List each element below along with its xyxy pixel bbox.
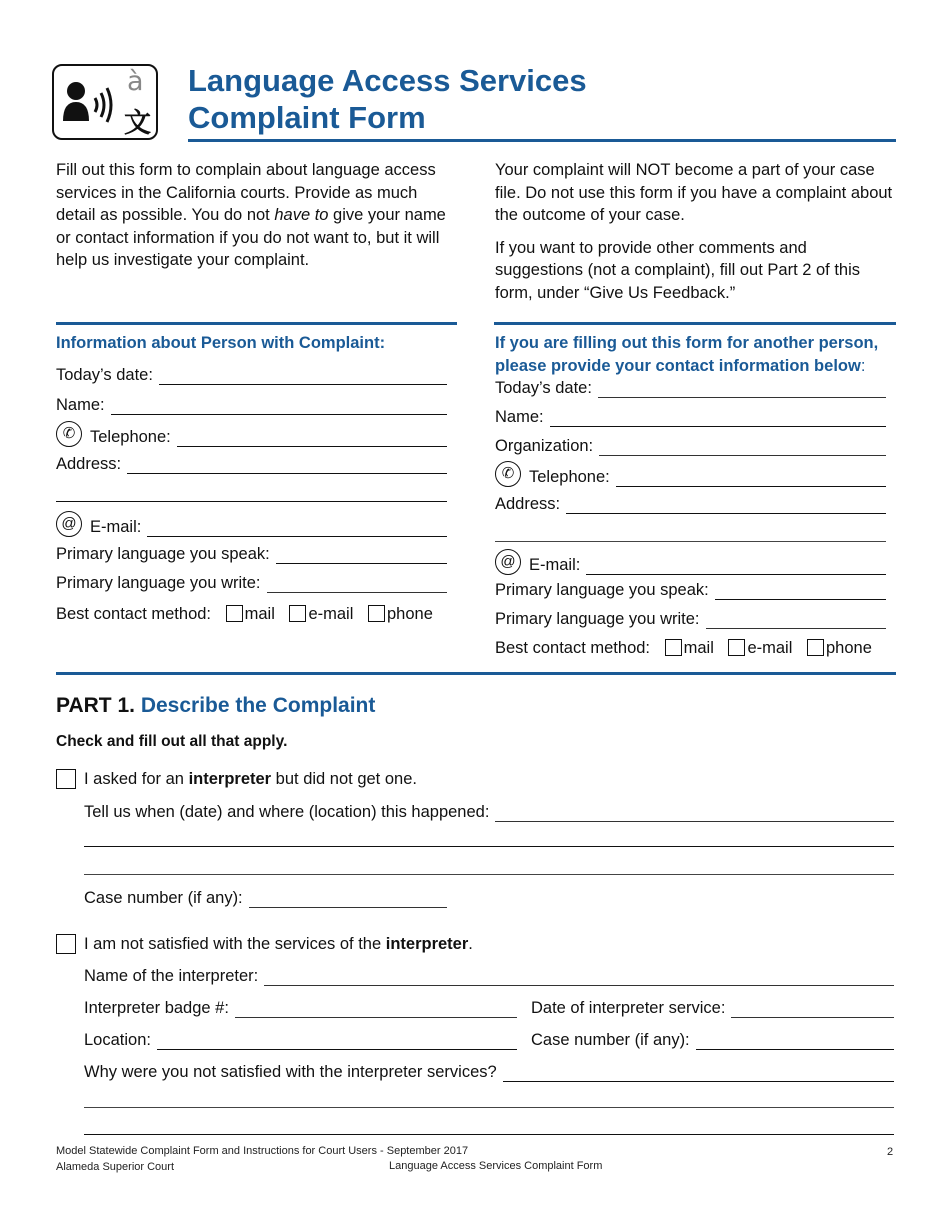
right-section-heading	[495, 332, 895, 378]
right-lang-speak-label: Primary language you speak:	[495, 581, 709, 599]
right-address-label: Address:	[495, 495, 561, 513]
right-address-line-2[interactable]	[495, 541, 886, 542]
item1-case-field[interactable]	[84, 888, 447, 908]
at-sign-icon: @	[495, 549, 521, 575]
item1-when-label: Tell us when (date) and where (location) this happened:	[84, 803, 490, 821]
left-email-field[interactable]	[56, 511, 447, 537]
right-heading-colon: :	[860, 357, 866, 375]
right-lang-write-label: Primary language you write:	[495, 610, 700, 628]
item2-case-label: Case number (if any):	[531, 1031, 690, 1049]
right-section-rule	[494, 322, 896, 325]
why-line-3[interactable]	[84, 1134, 894, 1135]
left-telephone-field[interactable]	[56, 421, 447, 447]
right-date-label: Today’s date:	[495, 379, 592, 397]
left-phone-checkbox[interactable]	[368, 605, 385, 622]
item1-text: I asked for an interpreter but did not get one.	[84, 769, 417, 788]
right-name-field[interactable]	[495, 407, 886, 427]
page-number: 2	[887, 1146, 894, 1158]
right-name-label: Name:	[495, 408, 544, 426]
right-mail-label: mail	[683, 639, 714, 657]
left-lang-speak-label: Primary language you speak:	[56, 545, 270, 563]
right-organization-field[interactable]	[495, 436, 886, 456]
left-lang-speak-field[interactable]	[56, 544, 447, 564]
badge-label: Interpreter badge #:	[84, 999, 229, 1017]
part1-title: Describe the Complaint	[140, 694, 376, 717]
item2-text: I am not satisfied with the services of the interpreter.	[84, 934, 473, 953]
right-date-field[interactable]	[495, 378, 886, 398]
left-email-label: E-mail:	[90, 518, 142, 536]
intro-left	[56, 159, 451, 272]
cjk-glyph: 文	[124, 108, 151, 139]
right-lang-speak-field[interactable]	[495, 580, 886, 600]
right-email-checkbox[interactable]	[728, 639, 745, 656]
intro-left-text-a: Fill out this form to complain about language access services in the California courts. Provide as much detail as possible. You do not	[56, 161, 436, 225]
left-address-field[interactable]	[56, 454, 447, 474]
intro-right	[495, 159, 895, 305]
right-email-field[interactable]	[495, 549, 886, 575]
item1-case-label: Case number (if any):	[84, 889, 243, 907]
intro-left-emphasis: have to	[274, 206, 329, 225]
left-section-rule	[56, 322, 457, 325]
item1-line-2[interactable]	[84, 846, 894, 847]
right-heading-line-2: please provide your contact information below	[495, 357, 861, 375]
left-address-line-2[interactable]	[56, 501, 447, 502]
item1-when-field[interactable]	[84, 802, 894, 822]
item1-line-3[interactable]	[84, 874, 894, 875]
right-phone-checkbox[interactable]	[807, 639, 824, 656]
right-address-field[interactable]	[495, 494, 886, 514]
right-telephone-field[interactable]	[495, 461, 886, 487]
location-label: Location:	[84, 1031, 151, 1049]
left-date-field[interactable]	[56, 365, 447, 385]
why-field[interactable]	[84, 1062, 894, 1082]
why-line-2[interactable]	[84, 1107, 894, 1108]
footer-line-2: Alameda Superior Court	[56, 1161, 175, 1173]
part1-top-rule	[56, 672, 896, 675]
left-contact-method	[56, 605, 433, 624]
item1-checkbox[interactable]	[56, 769, 76, 789]
intro-left-text-b: give your name or contact information if you do not want to, but it will help us investigate your complaint.	[56, 206, 446, 270]
left-telephone-label: Telephone:	[90, 428, 171, 446]
badge-field[interactable]	[84, 998, 517, 1018]
left-section-heading: Information about Person with Complaint:	[56, 334, 386, 352]
title-line-2: Complaint Form	[188, 100, 426, 135]
right-mail-checkbox[interactable]	[665, 639, 682, 656]
left-date-label: Today’s date:	[56, 366, 153, 384]
interpreter-name-field[interactable]	[84, 966, 894, 986]
at-sign-icon: @	[56, 511, 82, 537]
phone-icon: ✆	[56, 421, 82, 447]
item2	[56, 934, 473, 954]
part1-label: PART 1.	[56, 694, 135, 717]
left-mail-checkbox[interactable]	[226, 605, 243, 622]
accent-glyph: à	[127, 66, 144, 97]
page-title	[188, 62, 896, 142]
location-field[interactable]	[84, 1030, 517, 1050]
left-phone-label: phone	[387, 605, 433, 623]
left-name-label: Name:	[56, 396, 105, 414]
footer-line-1: Model Statewide Complaint Form and Instructions for Court Users - September 2017	[56, 1145, 469, 1157]
item2-checkbox[interactable]	[56, 934, 76, 954]
right-heading-line-1: If you are filling out this form for another person,	[495, 334, 879, 352]
left-address-label: Address:	[56, 455, 122, 473]
title-line-1: Language Access Services	[188, 63, 587, 98]
left-email-checkbox[interactable]	[289, 605, 306, 622]
phone-icon: ✆	[495, 461, 521, 487]
service-date-field[interactable]	[531, 998, 894, 1018]
intro-right-p2: If you want to provide other comments and suggestions (not a complaint), fill out Part 2 of this form, under “Give Us Feedback.”	[495, 238, 861, 302]
item1	[56, 769, 417, 789]
service-date-label: Date of interpreter service:	[531, 999, 726, 1017]
left-mail-label: mail	[244, 605, 275, 623]
interpreter-name-label: Name of the interpreter:	[84, 967, 259, 985]
language-access-logo	[52, 64, 158, 140]
right-contact-label: Best contact method:	[495, 639, 651, 657]
right-telephone-label: Telephone:	[529, 468, 610, 486]
right-contact-method	[495, 639, 872, 658]
left-contact-label: Best contact method:	[56, 605, 212, 623]
left-lang-write-field[interactable]	[56, 573, 447, 593]
item2-case-field[interactable]	[531, 1030, 894, 1050]
left-lang-write-label: Primary language you write:	[56, 574, 261, 592]
intro-right-p1: Your complaint will NOT become a part of your case file. Do not use this form if you have a complaint about the outcome of your case.	[495, 161, 893, 225]
why-label: Why were you not satisfied with the interpreter services?	[84, 1063, 497, 1081]
footer-center: Language Access Services Complaint Form	[389, 1160, 603, 1172]
part1-instruction: Check and fill out all that apply.	[56, 733, 288, 750]
right-phone-label: phone	[826, 639, 872, 657]
left-email-option-label: e-mail	[308, 605, 354, 623]
left-name-field[interactable]	[56, 395, 447, 415]
right-lang-write-field[interactable]	[495, 609, 886, 629]
part1-heading	[56, 694, 375, 718]
right-email-label: E-mail:	[529, 556, 581, 574]
right-email-option-label: e-mail	[747, 639, 793, 657]
right-organization-label: Organization:	[495, 437, 594, 455]
